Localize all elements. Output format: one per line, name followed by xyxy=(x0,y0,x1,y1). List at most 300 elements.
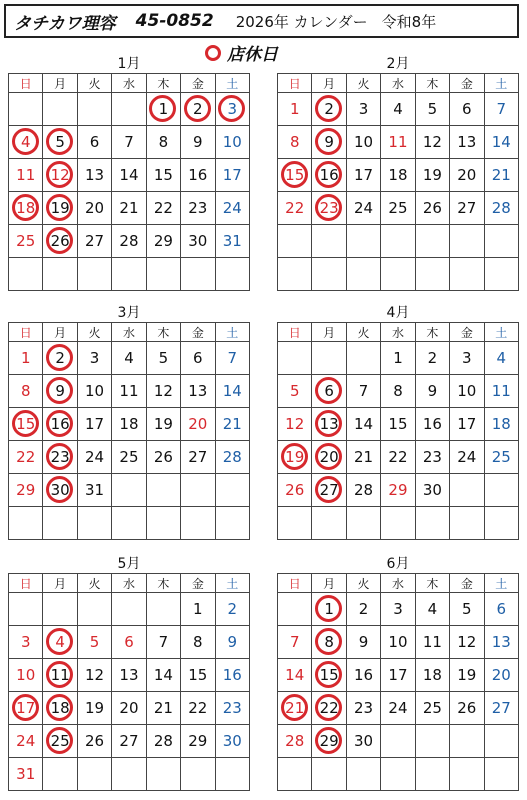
day-cell xyxy=(77,626,111,659)
empty-cell xyxy=(278,507,312,540)
week-row xyxy=(9,192,250,225)
week-row xyxy=(278,375,519,408)
day-cell xyxy=(112,441,146,474)
day-cell xyxy=(484,93,518,126)
month-grid xyxy=(277,573,519,791)
empty-cell xyxy=(77,93,111,126)
day-cell xyxy=(9,474,43,507)
day-cell xyxy=(146,659,180,692)
day-number: 7 xyxy=(358,382,369,400)
weekday-label: 金 xyxy=(450,74,484,93)
day-cell xyxy=(381,93,415,126)
day-number: 4 xyxy=(427,600,438,618)
day-cell xyxy=(415,626,449,659)
month-title: 4月 xyxy=(386,305,410,321)
day-cell xyxy=(112,375,146,408)
weekday-header-row xyxy=(9,74,250,93)
day-cell xyxy=(312,474,346,507)
day-number: 25 xyxy=(16,232,36,250)
day-cell xyxy=(181,225,215,258)
day-cell xyxy=(312,626,346,659)
day-number: 1 xyxy=(193,600,203,618)
day-number: 2 xyxy=(358,600,369,618)
day-cell xyxy=(278,725,312,758)
weekday-header-row xyxy=(278,574,519,593)
closed-day-number: 11 xyxy=(50,666,70,684)
day-cell xyxy=(146,626,180,659)
day-cell xyxy=(346,126,380,159)
week-row xyxy=(278,758,519,791)
month-title: 6月 xyxy=(386,556,410,572)
day-number: 26 xyxy=(422,199,442,217)
week-row xyxy=(9,375,250,408)
day-number: 17 xyxy=(85,415,105,433)
day-cell xyxy=(415,375,449,408)
day-cell xyxy=(77,126,111,159)
day-cell xyxy=(450,408,484,441)
day-cell xyxy=(112,626,146,659)
empty-cell xyxy=(278,758,312,791)
weekday-label: 日 xyxy=(278,323,312,342)
day-cell xyxy=(9,659,43,692)
empty-cell xyxy=(77,758,111,791)
day-number: 27 xyxy=(491,699,511,717)
day-number: 20 xyxy=(119,699,139,717)
weekday-label: 水 xyxy=(112,574,146,593)
week-row xyxy=(278,692,519,725)
day-number: 26 xyxy=(457,699,477,717)
day-number: 2 xyxy=(227,600,238,618)
day-cell xyxy=(146,342,180,375)
day-cell xyxy=(77,342,111,375)
closed-day-number: 13 xyxy=(319,415,339,433)
day-number: 14 xyxy=(354,415,374,433)
day-number: 8 xyxy=(193,633,203,651)
day-cell xyxy=(381,126,415,159)
weekday-label: 土 xyxy=(484,574,518,593)
day-cell xyxy=(43,626,77,659)
closed-day-number: 23 xyxy=(50,448,70,466)
day-number: 29 xyxy=(388,481,408,499)
empty-cell xyxy=(43,258,77,291)
day-cell xyxy=(450,593,484,626)
weekday-label: 月 xyxy=(312,323,346,342)
day-number: 23 xyxy=(354,699,374,717)
day-number: 7 xyxy=(496,100,507,118)
day-number: 11 xyxy=(491,382,511,400)
day-cell xyxy=(146,225,180,258)
day-number: 18 xyxy=(422,666,442,684)
closed-day-number: 19 xyxy=(50,199,70,217)
day-number: 3 xyxy=(462,349,472,367)
day-number: 7 xyxy=(289,633,300,651)
closed-day-number: 22 xyxy=(319,699,339,717)
day-number: 28 xyxy=(285,732,305,750)
day-cell xyxy=(215,725,249,758)
day-cell xyxy=(346,408,380,441)
day-number: 14 xyxy=(153,666,173,684)
calendar-title: 2026年 カレンダー xyxy=(235,12,368,31)
weekday-header-row xyxy=(9,323,250,342)
day-number: 19 xyxy=(85,699,105,717)
day-number: 31 xyxy=(222,232,242,250)
day-number: 19 xyxy=(457,666,477,684)
day-number: 4 xyxy=(393,100,403,118)
day-cell xyxy=(278,474,312,507)
weekday-label: 月 xyxy=(312,74,346,93)
day-cell xyxy=(9,225,43,258)
day-number: 3 xyxy=(20,633,31,651)
day-number: 27 xyxy=(457,199,477,217)
day-number: 31 xyxy=(16,765,36,783)
week-row xyxy=(278,342,519,375)
day-number: 28 xyxy=(354,481,374,499)
day-cell xyxy=(346,441,380,474)
day-number: 30 xyxy=(222,732,242,750)
week-row xyxy=(9,507,250,540)
day-cell xyxy=(215,593,249,626)
week-row xyxy=(9,408,250,441)
day-number: 5 xyxy=(427,100,438,118)
day-cell xyxy=(381,659,415,692)
day-cell xyxy=(9,375,43,408)
weekday-label: 金 xyxy=(450,323,484,342)
week-row xyxy=(9,225,250,258)
day-cell xyxy=(381,692,415,725)
day-cell xyxy=(77,408,111,441)
closed-day-number: 2 xyxy=(324,100,334,118)
day-cell xyxy=(484,441,518,474)
day-cell xyxy=(215,225,249,258)
closed-day-number: 3 xyxy=(227,100,238,118)
day-number: 2 xyxy=(427,349,438,367)
day-number: 10 xyxy=(16,666,36,684)
day-number: 30 xyxy=(354,732,374,750)
empty-cell xyxy=(9,593,43,626)
day-cell xyxy=(381,375,415,408)
day-cell xyxy=(112,725,146,758)
empty-cell xyxy=(9,258,43,291)
day-number: 11 xyxy=(119,382,139,400)
day-number: 21 xyxy=(222,415,242,433)
day-cell xyxy=(215,342,249,375)
weekday-label: 金 xyxy=(181,74,215,93)
month-grid xyxy=(277,322,519,540)
weekday-label: 火 xyxy=(77,323,111,342)
empty-cell xyxy=(312,258,346,291)
day-cell xyxy=(43,474,77,507)
day-number: 14 xyxy=(491,133,511,151)
day-number: 21 xyxy=(153,699,173,717)
week-row xyxy=(9,626,250,659)
day-cell xyxy=(77,375,111,408)
day-cell xyxy=(415,93,449,126)
day-cell xyxy=(181,93,215,126)
month-title: 1月 xyxy=(117,56,141,72)
empty-cell xyxy=(450,758,484,791)
week-row xyxy=(9,258,250,291)
day-cell xyxy=(43,408,77,441)
day-cell xyxy=(9,692,43,725)
week-row xyxy=(9,593,250,626)
day-cell xyxy=(346,192,380,225)
weekday-label: 月 xyxy=(43,574,77,593)
day-number: 25 xyxy=(388,199,408,217)
empty-cell xyxy=(278,225,312,258)
shop-name: タチカワ理容 xyxy=(14,13,116,34)
day-cell xyxy=(278,159,312,192)
weekday-label: 水 xyxy=(112,323,146,342)
day-number: 16 xyxy=(422,415,442,433)
day-cell xyxy=(346,159,380,192)
day-number: 26 xyxy=(285,481,305,499)
weekday-label: 木 xyxy=(415,323,449,342)
day-cell xyxy=(415,408,449,441)
day-cell xyxy=(450,192,484,225)
weekday-label: 月 xyxy=(43,74,77,93)
day-number: 21 xyxy=(354,448,374,466)
weekday-label: 水 xyxy=(381,74,415,93)
day-cell xyxy=(146,126,180,159)
closed-day-number: 16 xyxy=(50,415,70,433)
day-cell xyxy=(278,659,312,692)
empty-cell xyxy=(484,507,518,540)
day-number: 1 xyxy=(289,100,300,118)
day-number: 7 xyxy=(227,349,238,367)
day-cell xyxy=(215,126,249,159)
day-cell xyxy=(450,126,484,159)
day-cell xyxy=(215,159,249,192)
day-number: 11 xyxy=(388,133,408,151)
closed-day-number: 4 xyxy=(55,633,65,651)
day-number: 12 xyxy=(153,382,173,400)
day-number: 28 xyxy=(222,448,242,466)
day-cell xyxy=(346,692,380,725)
day-cell xyxy=(415,659,449,692)
day-number: 22 xyxy=(388,448,408,466)
day-cell xyxy=(278,93,312,126)
day-cell xyxy=(415,441,449,474)
week-row xyxy=(9,126,250,159)
closed-day-number: 2 xyxy=(193,100,203,118)
day-number: 16 xyxy=(354,666,374,684)
empty-cell xyxy=(415,507,449,540)
day-cell xyxy=(381,342,415,375)
day-number: 20 xyxy=(457,166,477,184)
day-cell xyxy=(43,659,77,692)
day-cell xyxy=(381,474,415,507)
day-number: 29 xyxy=(16,481,36,499)
day-cell xyxy=(381,192,415,225)
day-number: 17 xyxy=(388,666,408,684)
day-cell xyxy=(312,93,346,126)
day-cell xyxy=(450,375,484,408)
empty-cell xyxy=(415,225,449,258)
closed-day-number: 18 xyxy=(50,699,70,717)
month-title: 3月 xyxy=(117,305,141,321)
day-number: 30 xyxy=(188,232,208,250)
empty-cell xyxy=(215,474,249,507)
day-cell xyxy=(181,342,215,375)
day-number: 18 xyxy=(119,415,139,433)
empty-cell xyxy=(43,93,77,126)
day-cell xyxy=(381,408,415,441)
day-cell xyxy=(112,159,146,192)
phone-number: 45-0852 xyxy=(135,11,214,31)
empty-cell xyxy=(381,507,415,540)
day-number: 28 xyxy=(153,732,173,750)
closed-day-number: 15 xyxy=(285,166,305,184)
day-number: 22 xyxy=(188,699,208,717)
weekday-label: 木 xyxy=(146,323,180,342)
week-row xyxy=(278,408,519,441)
day-number: 15 xyxy=(153,166,173,184)
empty-cell xyxy=(112,258,146,291)
day-number: 31 xyxy=(85,481,105,499)
week-row xyxy=(9,159,250,192)
weekday-label: 土 xyxy=(215,323,249,342)
closed-day-number: 17 xyxy=(16,699,36,717)
day-number: 16 xyxy=(222,666,242,684)
day-cell xyxy=(484,659,518,692)
day-cell xyxy=(450,342,484,375)
closed-day-number: 27 xyxy=(319,481,339,499)
day-number: 18 xyxy=(388,166,408,184)
closed-day-number: 6 xyxy=(324,382,334,400)
day-cell xyxy=(278,408,312,441)
day-number: 4 xyxy=(496,349,507,367)
day-cell xyxy=(484,192,518,225)
day-number: 9 xyxy=(227,633,238,651)
day-cell xyxy=(215,659,249,692)
weekday-label: 火 xyxy=(77,574,111,593)
day-cell xyxy=(146,725,180,758)
empty-cell xyxy=(146,258,180,291)
day-cell xyxy=(450,159,484,192)
day-cell xyxy=(312,192,346,225)
day-number: 10 xyxy=(388,633,408,651)
week-row xyxy=(9,692,250,725)
day-number: 26 xyxy=(85,732,105,750)
day-cell xyxy=(484,375,518,408)
day-cell xyxy=(484,593,518,626)
empty-cell xyxy=(381,225,415,258)
week-row xyxy=(9,342,250,375)
day-number: 5 xyxy=(89,633,100,651)
empty-cell xyxy=(215,758,249,791)
weekday-label: 金 xyxy=(181,323,215,342)
day-number: 24 xyxy=(16,732,36,750)
day-number: 24 xyxy=(222,199,242,217)
closed-day-number: 9 xyxy=(55,382,65,400)
closed-day-number: 23 xyxy=(319,199,339,217)
weekday-label: 水 xyxy=(381,574,415,593)
empty-cell xyxy=(346,225,380,258)
day-number: 22 xyxy=(153,199,173,217)
day-cell xyxy=(484,626,518,659)
day-cell xyxy=(9,725,43,758)
day-number: 15 xyxy=(388,415,408,433)
day-cell xyxy=(77,159,111,192)
weekday-label: 火 xyxy=(77,74,111,93)
weekday-label: 木 xyxy=(415,574,449,593)
day-number: 1 xyxy=(393,349,403,367)
day-cell xyxy=(215,692,249,725)
day-cell xyxy=(484,126,518,159)
day-number: 27 xyxy=(119,732,139,750)
closed-day-number: 29 xyxy=(319,732,339,750)
day-number: 24 xyxy=(354,199,374,217)
closed-day-number: 1 xyxy=(324,600,334,618)
day-cell xyxy=(112,225,146,258)
empty-cell xyxy=(112,593,146,626)
day-cell xyxy=(181,626,215,659)
day-number: 22 xyxy=(285,199,305,217)
closed-day-number: 12 xyxy=(50,166,70,184)
day-number: 1 xyxy=(20,349,31,367)
empty-cell xyxy=(181,758,215,791)
weekday-label: 日 xyxy=(278,74,312,93)
day-number: 21 xyxy=(119,199,139,217)
day-cell xyxy=(450,93,484,126)
day-cell xyxy=(346,659,380,692)
weekday-label: 土 xyxy=(484,74,518,93)
day-number: 21 xyxy=(491,166,511,184)
empty-cell xyxy=(112,758,146,791)
weekday-label: 火 xyxy=(346,74,380,93)
empty-cell xyxy=(181,258,215,291)
weekday-label: 火 xyxy=(346,323,380,342)
day-cell xyxy=(43,225,77,258)
day-cell xyxy=(312,441,346,474)
weekday-label: 金 xyxy=(450,574,484,593)
day-number: 12 xyxy=(285,415,305,433)
day-number: 13 xyxy=(491,633,511,651)
day-number: 7 xyxy=(124,133,134,151)
day-cell xyxy=(484,342,518,375)
week-row xyxy=(278,192,519,225)
day-cell xyxy=(215,93,249,126)
day-cell xyxy=(77,441,111,474)
week-row xyxy=(278,659,519,692)
day-number: 13 xyxy=(85,166,105,184)
empty-cell xyxy=(484,258,518,291)
day-number: 11 xyxy=(422,633,442,651)
day-number: 6 xyxy=(193,349,203,367)
weekday-label: 金 xyxy=(181,574,215,593)
empty-cell xyxy=(77,507,111,540)
empty-cell xyxy=(146,593,180,626)
day-cell xyxy=(312,659,346,692)
day-number: 24 xyxy=(388,699,408,717)
day-cell xyxy=(146,159,180,192)
day-number: 12 xyxy=(85,666,105,684)
empty-cell xyxy=(484,758,518,791)
day-number: 28 xyxy=(491,199,511,217)
month-grid xyxy=(8,573,250,791)
empty-cell xyxy=(181,474,215,507)
day-cell xyxy=(312,408,346,441)
day-cell xyxy=(112,342,146,375)
weekday-label: 日 xyxy=(9,574,43,593)
day-number: 27 xyxy=(85,232,105,250)
week-row xyxy=(278,441,519,474)
day-cell xyxy=(146,375,180,408)
empty-cell xyxy=(312,225,346,258)
weekday-label: 水 xyxy=(112,74,146,93)
day-number: 3 xyxy=(358,100,369,118)
empty-cell xyxy=(77,258,111,291)
